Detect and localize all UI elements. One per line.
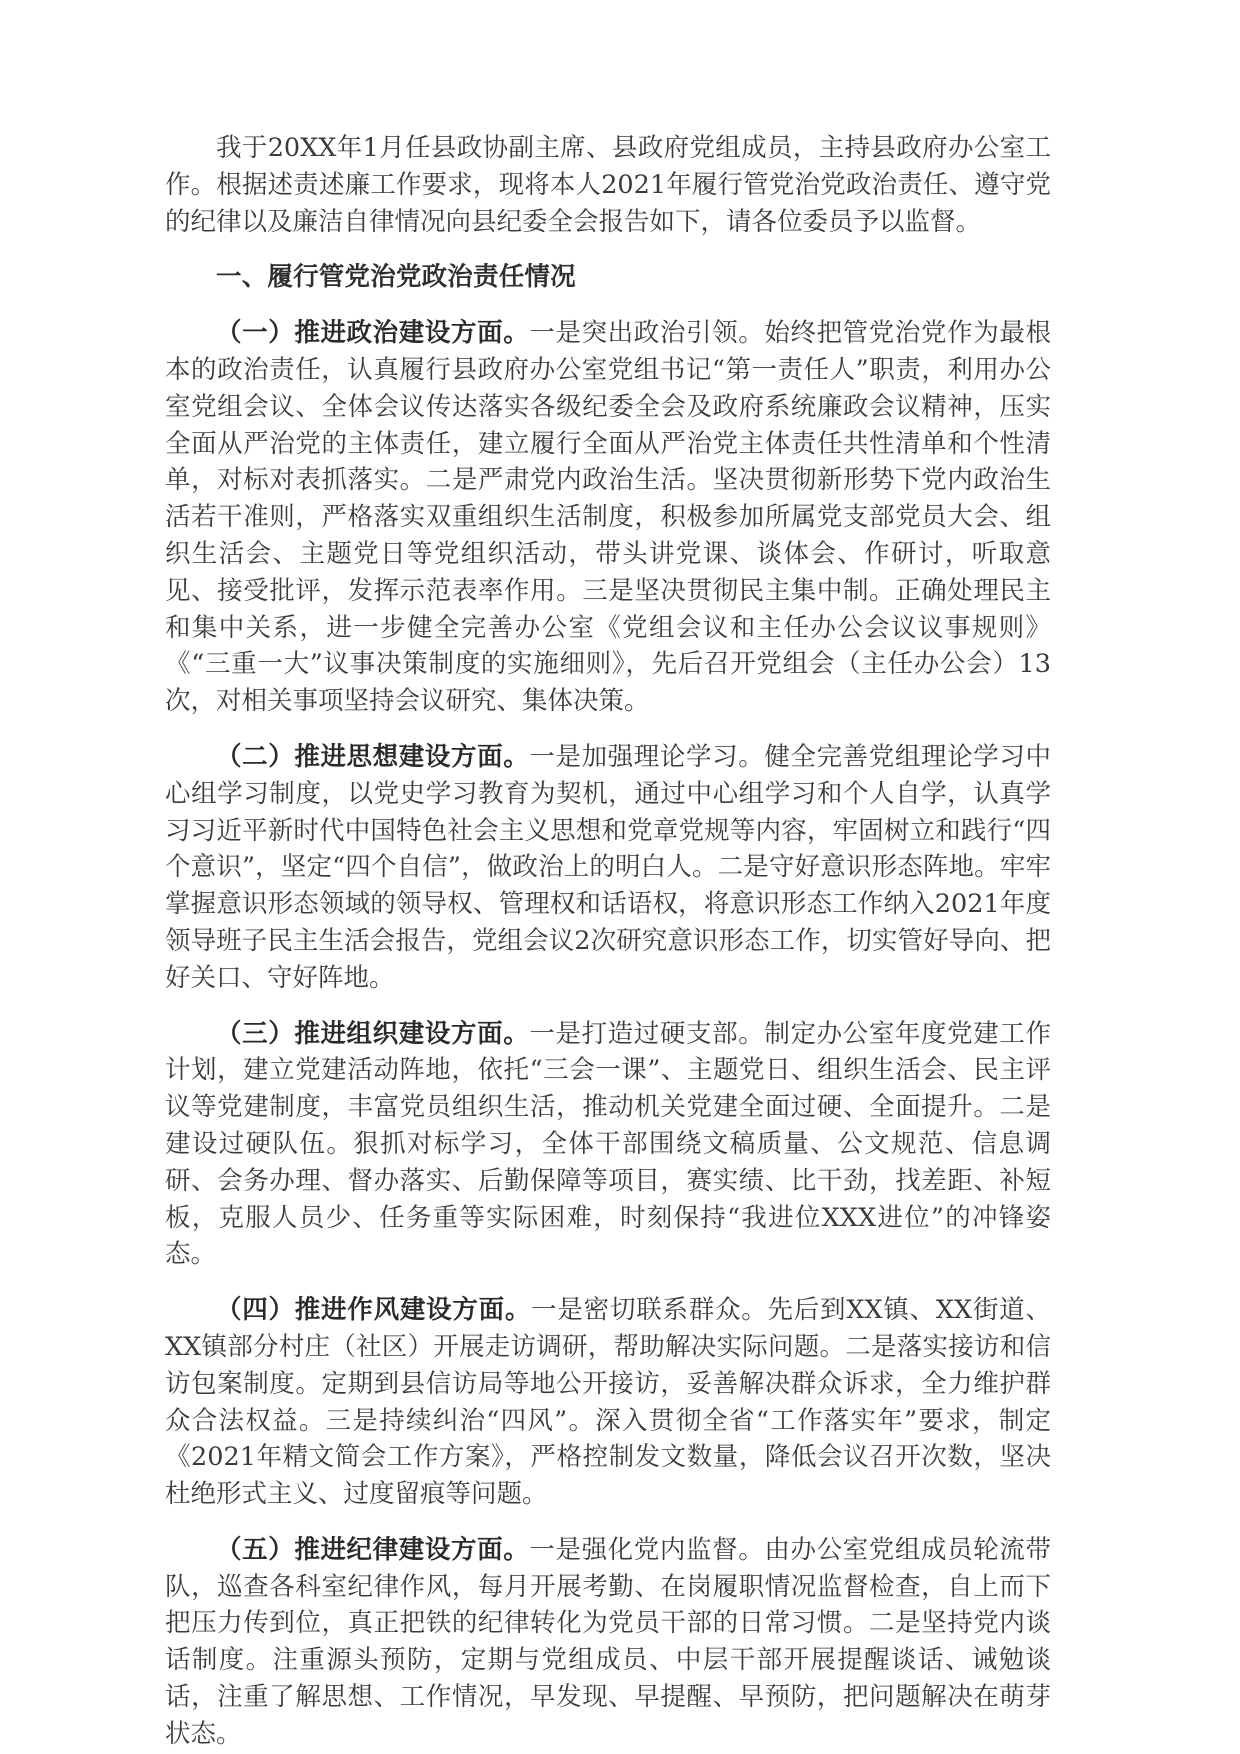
- subsection-paragraph-1: [165, 315, 1051, 720]
- subsection-lead-4: （四）推进作风建设方面。: [216, 1295, 532, 1326]
- subsection-paragraph-5: [165, 1532, 1051, 1753]
- subsection-body-4: 一是密切联系群众。先后到XX镇、XX街道、XX镇部分村庄（社区）开展走访调研，帮助解决实际问题。二是落实接访和信访包案制度。定期到县信访局等地公开接访，妥善解决群众诉求，全力维护群众合法权益。三是持续纠治“四风”。深入贯彻全省“工作落实年”要求，制定《2021年精文简会工作方案》，严格控制发文数量，降低会议召开次数，坚决杜绝形式主义、过度留痕等问题。: [165, 1295, 1051, 1510]
- subsection-body-1: 一是突出政治引领。始终把管党治党作为最根本的政治责任，认真履行县政府办公室党组书记“第一责任人”职责，利用办公室党组会议、全体会议传达落实各级纪委全会及政府系统廉政会议精神，压实全面从严治党的主体责任，建立履行全面从严治党主体责任共性清单和个性清单，对标对表抓落实。二是严肃党内政治生活。坚决贯彻新形势下党内政治生活若干准则，严格落实双重组织生活制度，积极参加所属党支部党员大会、组织生活会、主题党日等党组织活动，带头讲党课、谈体会、作研讨，听取意见、接受批评，发挥示范表率作用。三是坚决贯彻民主集中制。正确处理民主和集中关系，进一步健全完善办公室《党组会议和主任办公会议议事规则》《“三重一大”议事决策制度的实施细则》，先后召开党组会（主任办公会）13次，对相关事项坚持会议研究、集体决策。: [165, 318, 1051, 717]
- document-content: [165, 130, 1051, 1753]
- subsection-paragraph-4: [165, 1292, 1051, 1513]
- subsection-lead-2: （二）推进思想建设方面。: [216, 741, 530, 772]
- subsection-paragraph-3: [165, 1016, 1051, 1274]
- subsection-lead-5: （五）推进纪律建设方面。: [216, 1534, 530, 1565]
- subsection-lead-1: （一）推进政治建设方面。: [216, 318, 530, 349]
- subsection-body-5: 一是强化党内监督。由办公室党组成员轮流带队，巡查各科室纪律作风，每月开展考勤、在岗履职情况监督检查，自上而下把压力传到位，真正把铁的纪律转化为党员干部的日常习惯。二是坚持党内谈话制度。注重源头预防，定期与党组成员、中层干部开展提醒谈话、诫勉谈话，注重了解思想、工作情况，早发现、早提醒、早预防，把问题解决在萌芽状态。: [165, 1534, 1051, 1749]
- intro-paragraph: 我于20XX年1月任县政协副主席、县政府党组成员，主持县政府办公室工作。根据述责述廉工作要求，现将本人2021年履行管党治党政治责任、遵守党的纪律以及廉洁自律情况向县纪委全会报告如下，请各位委员予以监督。: [165, 133, 1051, 237]
- subsection-paragraph-2: [165, 739, 1051, 997]
- subsection-lead-3: （三）推进组织建设方面。: [216, 1018, 530, 1049]
- subsection-body-3: 一是打造过硬支部。制定办公室年度党建工作计划，建立党建活动阵地，依托“三会一课”、主题党日、组织生活会、民主评议等党建制度，丰富党员组织生活，推动机关党建全面过硬、全面提升。二是建设过硬队伍。狠抓对标学习，全体干部围绕文稿质量、公文规范、信息调研、会务办理、督办落实、后勤保障等项目，赛实绩、比干劲，找差距、补短板，克服人员少、任务重等实际困难，时刻保持“我进位XXX进位”的冲锋姿态。: [165, 1018, 1051, 1270]
- subsection-body-2: 一是加强理论学习。健全完善党组理论学习中心组学习制度，以党史学习教育为契机，通过中心组学习和个人自学，认真学习习近平新时代中国特色社会主义思想和党章党规等内容，牢固树立和践行“四个意识”，坚定“四个自信”，做政治上的明白人。二是守好意识形态阵地。牢牢掌握意识形态领域的领导权、管理权和话语权，将意识形态工作纳入2021年度领导班子民主生活会报告，党组会议2次研究意识形态工作，切实管好导向、把好关口、守好阵地。: [165, 741, 1051, 993]
- section-heading-one: 一、履行管党治党政治责任情况: [216, 262, 576, 293]
